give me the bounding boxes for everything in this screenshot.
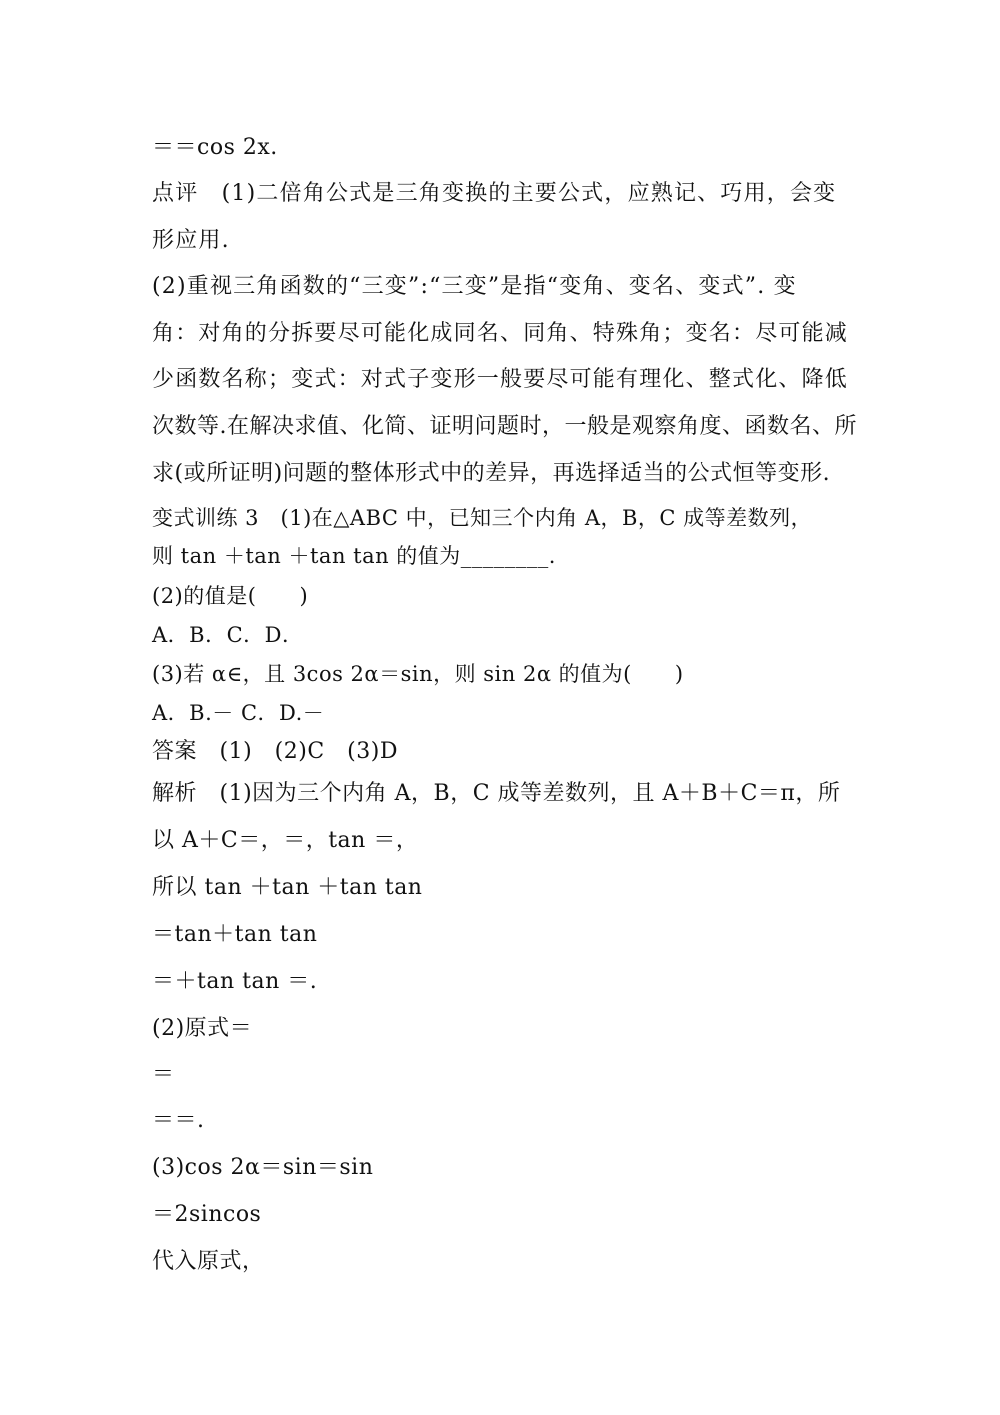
text-line-16: 解析 (1)因为三个内角 A，B，C 成等差数列，且 A＋B＋C＝π，所 bbox=[152, 781, 841, 806]
text-line-2: 点评 (1)二倍角公式是三角变换的主要公式，应熟记、巧用，会变 bbox=[152, 181, 837, 206]
text-line-5: 角：对角的分拆要尽可能化成同名、同角、特殊角；变名：尽可能减 bbox=[152, 321, 849, 346]
text-line-21: (2)原式＝ bbox=[152, 1016, 253, 1041]
text-line-13: (3)若 α∈，且 3cos 2α＝sin，则 sin 2α 的值为( ) bbox=[152, 662, 684, 686]
text-line-6: 少函数名称；变式：对式子变形一般要尽可能有理化、整式化、降低 bbox=[152, 367, 849, 392]
text-line-15: 答案 (1) (2)C (3)D bbox=[152, 739, 398, 764]
text-line-12: A．B．C．D． bbox=[152, 623, 304, 647]
text-line-17: 以 A＋C＝，＝，tan ＝， bbox=[152, 828, 419, 853]
text-line-18: 所以 tan ＋tan ＋tan tan bbox=[152, 875, 423, 900]
text-line-19: ＝tan＋tan tan bbox=[152, 922, 318, 947]
text-line-23: ＝＝. bbox=[152, 1108, 205, 1133]
text-line-1: ＝＝cos 2x. bbox=[152, 135, 278, 160]
text-line-4: (2)重视三角函数的“三变”:“三变”是指“变角、变名、变式”. 变 bbox=[152, 274, 797, 299]
text-line-14: A．B.－ C．D.－ bbox=[152, 701, 325, 725]
text-line-22: ＝ bbox=[152, 1062, 175, 1087]
text-line-25: ＝2sincos bbox=[152, 1202, 262, 1227]
text-line-3: 形应用. bbox=[152, 228, 230, 253]
text-line-24: (3)cos 2α＝sin＝sin bbox=[152, 1155, 374, 1180]
text-line-8: 求(或所证明)问题的整体形式中的差异，再选择适当的公式恒等变形. bbox=[152, 461, 831, 486]
text-line-7: 次数等.在解决求值、化简、证明问题时，一般是观察角度、函数名、所 bbox=[152, 414, 857, 439]
text-line-10: 则 tan ＋tan ＋tan tan 的值为________. bbox=[152, 544, 556, 568]
text-line-9: 变式训练 3 (1)在△ABC 中，已知三个内角 A，B，C 成等差数列， bbox=[152, 506, 813, 530]
text-line-20: ＝＋tan tan ＝. bbox=[152, 969, 318, 994]
text-line-11: (2)的值是( ) bbox=[152, 584, 309, 608]
text-line-26: 代入原式， bbox=[152, 1249, 265, 1274]
